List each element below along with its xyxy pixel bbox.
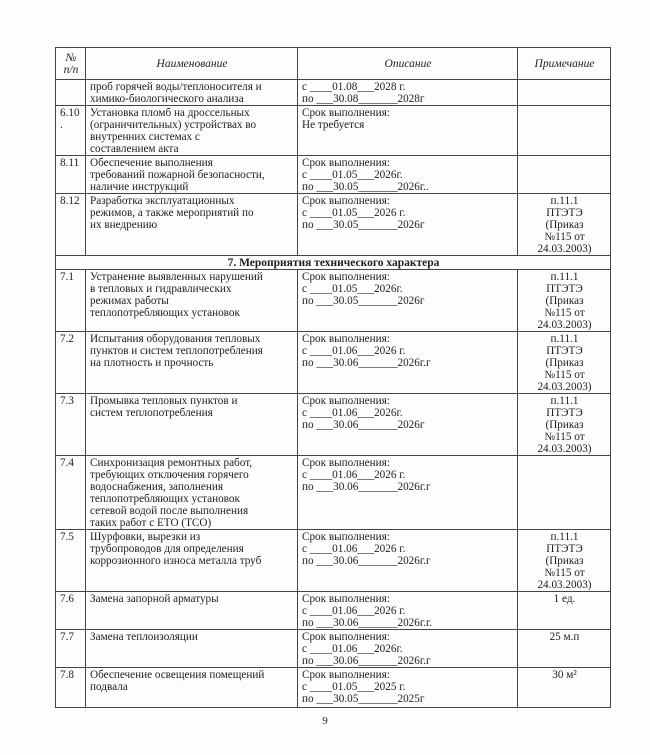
row-description-line: по ___30.08_______2028г (302, 93, 425, 105)
header-desc: Описание (298, 48, 518, 80)
row-description-line: с ____01.06___2026г. (302, 407, 403, 419)
row-number-line: 6.10 (60, 107, 80, 119)
row-note-line: ПТЭТЭ (546, 345, 583, 357)
row-name-line: Устранение выявленных нарушений (90, 271, 263, 283)
row-name (86, 630, 298, 668)
row-note (518, 270, 611, 332)
row-note (518, 530, 611, 592)
row-name-line: Разработка эксплуатационных (90, 195, 235, 207)
row-note (518, 668, 611, 708)
row-name-line: режимах работы (90, 295, 169, 307)
table-row (56, 394, 611, 456)
row-number (56, 194, 86, 256)
row-note-line: 24.03.2003) (537, 243, 592, 255)
row-description-line: Срок выполнения: (302, 669, 390, 681)
row-description (298, 394, 518, 456)
row-number-line: 8.11 (60, 157, 80, 169)
row-description (298, 332, 518, 394)
row-name-line: систем теплопотребления (90, 407, 213, 419)
row-number-line: 7.6 (60, 593, 74, 605)
row-description (298, 456, 518, 530)
table-row (56, 592, 611, 630)
table-row (56, 630, 611, 668)
row-name (86, 332, 298, 394)
row-description-line: с ____01.05___2026г. (302, 283, 403, 295)
table-header-row (56, 48, 611, 80)
row-note-line: (Приказ (545, 219, 584, 231)
row-name (86, 194, 298, 256)
row-note-line: п.11.1 (550, 195, 579, 207)
row-note-line: ПТЭТЭ (546, 207, 583, 219)
row-description (298, 592, 518, 630)
row-note-line: п.11.1 (550, 333, 579, 345)
row-name-line: внутренних системах с (90, 131, 200, 143)
row-note (518, 332, 611, 394)
row-note (518, 592, 611, 630)
row-description-line: Срок выполнения: (302, 593, 390, 605)
row-note-line: (Приказ (545, 419, 584, 431)
header-note: Примечание (518, 48, 611, 80)
table-row (56, 456, 611, 530)
row-name (86, 668, 298, 708)
row-name-line: Установка пломб на дроссельных (90, 107, 250, 119)
row-note-line: 1 ед. (553, 593, 576, 605)
row-name (86, 156, 298, 194)
table-row (56, 270, 611, 332)
row-note-line: п.11.1 (550, 271, 579, 283)
row-note-line: №115 от (544, 231, 585, 243)
row-name-line: Замена теплоизоляции (90, 631, 198, 643)
row-description (298, 668, 518, 708)
row-note (518, 80, 611, 106)
row-name-line: в тепловых и гидравлических (90, 283, 232, 295)
row-note (518, 630, 611, 668)
row-description-line: по ___30.05_______2026г (302, 295, 425, 307)
row-description-line: Срок выполнения: (302, 531, 390, 543)
row-description-line: по ___30.06_______2026г (302, 419, 425, 431)
row-name-line: требующих отключения горячего (90, 469, 249, 481)
row-note-line: ПТЭТЭ (546, 283, 583, 295)
row-note-line: (Приказ (545, 295, 584, 307)
row-note-line: п.11.1 (550, 531, 579, 543)
row-note-line: ПТЭТЭ (546, 407, 583, 419)
row-description-line: по ___30.05_______2026г (302, 219, 425, 231)
row-name (86, 530, 298, 592)
row-note-line: (Приказ (545, 555, 584, 567)
row-name-line: подвала (90, 681, 128, 693)
row-description-line: с ____01.08___2028 г. (302, 81, 406, 93)
row-name-line: режимов, а также мероприятий по (90, 207, 254, 219)
row-note-line: №115 от (544, 567, 585, 579)
row-description-line: Не требуется (302, 119, 365, 131)
row-description-line: Срок выполнения: (302, 107, 390, 119)
row-name-line: проб горячей воды/теплоносителя и (90, 81, 262, 93)
row-name-line: теплопотребляющих установок (90, 307, 240, 319)
row-description-line: с ____01.05___2025 г. (302, 681, 406, 693)
row-number (56, 630, 86, 668)
row-note-line: (Приказ (545, 357, 584, 369)
row-name (86, 456, 298, 530)
row-name (86, 106, 298, 156)
table-row (56, 80, 611, 106)
row-note-line: п.11.1 (550, 395, 579, 407)
row-number (56, 456, 86, 530)
row-number-line: 7.1 (60, 271, 74, 283)
row-number (56, 592, 86, 630)
row-description-line: с ____01.06___2026 г. (302, 345, 406, 357)
row-name-line: Шурфовки, вырезки из (90, 531, 201, 543)
row-description (298, 270, 518, 332)
row-note-line: 24.03.2003) (537, 381, 592, 393)
row-number (56, 80, 86, 106)
row-name (86, 394, 298, 456)
row-name-line: таких работ с ЕТО (ТСО) (90, 517, 212, 529)
row-name-line: (ограничительных) устройствах во (90, 119, 257, 131)
row-note-line: №115 от (544, 369, 585, 381)
row-description-line: Срок выполнения: (302, 333, 390, 345)
table-row (56, 106, 611, 156)
row-description-line: по ___30.06_______2026г.г (302, 555, 431, 567)
row-name-line: Замена запорной арматуры (90, 593, 219, 605)
measures-table (55, 47, 611, 708)
table-row (56, 156, 611, 194)
row-number-line: 7.2 (60, 333, 74, 345)
section-title: 7. Мероприятия технического характера (56, 256, 611, 270)
row-number (56, 530, 86, 592)
row-note (518, 456, 611, 530)
table-row (56, 530, 611, 592)
row-description-line: с ____01.06___2026г. (302, 643, 403, 655)
table-row (56, 332, 611, 394)
row-note-line: ПТЭТЭ (546, 543, 583, 555)
table-row (56, 194, 611, 256)
row-note (518, 106, 611, 156)
row-description-line: с ____01.06___2026 г. (302, 469, 406, 481)
row-description (298, 530, 518, 592)
row-note-line: №115 от (544, 307, 585, 319)
page-number: 9 (322, 715, 328, 727)
row-name-line: Обеспечение выполнения (90, 157, 213, 169)
row-note (518, 394, 611, 456)
section-row (56, 256, 611, 270)
row-description-line: Срок выполнения: (302, 631, 390, 643)
row-name-line: их внедрению (90, 219, 158, 231)
row-description (298, 106, 518, 156)
row-number-line: 7.5 (60, 531, 74, 543)
row-description (298, 194, 518, 256)
row-name-line: наличие инструкций (90, 181, 189, 193)
row-name-line: на плотность и прочность (90, 357, 214, 369)
row-number-line: 7.7 (60, 631, 74, 643)
row-number (56, 270, 86, 332)
header-num (56, 48, 86, 80)
row-name-line: водоснабжения, заполнения (90, 481, 223, 493)
row-description (298, 80, 518, 106)
row-description-line: Срок выполнения: (302, 457, 390, 469)
row-number-line: 8.12 (60, 195, 80, 207)
table-row (56, 668, 611, 708)
row-number-line: 7.8 (60, 669, 74, 681)
row-number (56, 156, 86, 194)
header-num-line-1: № (65, 52, 77, 64)
row-description-line: по ___30.06_______2026г.г (302, 481, 431, 493)
row-name-line: сетевой водой после выполнения (90, 505, 249, 517)
row-description-line: по ___30.05_______2026г.. (302, 181, 429, 193)
row-description-line: по ___30.05_______2025г (302, 693, 425, 705)
row-name-line: Обеспечение освещения помещений (90, 669, 265, 681)
row-number (56, 106, 86, 156)
row-note-line: 30 м² (552, 669, 577, 681)
row-name-line: пунктов и систем теплопотребления (90, 345, 263, 357)
row-name (86, 592, 298, 630)
row-note-line: 25 м.п (549, 631, 580, 643)
table-body (56, 80, 611, 708)
row-note-line: 24.03.2003) (537, 319, 592, 331)
row-description-line: с ____01.06___2026 г. (302, 605, 406, 617)
row-description-line: по ___30.06_______2026г.г. (302, 617, 433, 629)
row-name-line: Синхронизация ремонтных работ, (90, 457, 253, 469)
row-description (298, 156, 518, 194)
row-number (56, 394, 86, 456)
row-name-line: коррозионного износа металла труб (90, 555, 262, 567)
row-description-line: Срок выполнения: (302, 395, 390, 407)
header-name: Наименование (86, 48, 298, 80)
row-note (518, 156, 611, 194)
row-description-line: Срок выполнения: (302, 157, 390, 169)
row-name-line: составлением акта (90, 143, 179, 155)
row-name-line: теплопотребляющих установок (90, 493, 240, 505)
row-description-line: Срок выполнения: (302, 271, 390, 283)
row-name (86, 80, 298, 106)
row-note-line: 24.03.2003) (537, 579, 592, 591)
row-description-line: с ____01.06___2026 г. (302, 543, 406, 555)
row-number-line: 7.3 (60, 395, 74, 407)
header-num-line-2: п/п (63, 64, 79, 76)
row-number-line: . (60, 119, 63, 131)
row-name (86, 270, 298, 332)
row-name-line: требований пожарной безопасности, (90, 169, 265, 181)
row-name-line: Испытания оборудования тепловых (90, 333, 261, 345)
row-description-line: Срок выполнения: (302, 195, 390, 207)
row-number-line: 7.4 (60, 457, 74, 469)
row-name-line: трубопроводов для определения (90, 543, 244, 555)
row-number (56, 332, 86, 394)
row-description-line: с ____01.05___2026г. (302, 169, 403, 181)
row-description (298, 630, 518, 668)
row-description-line: с ____01.05___2026 г. (302, 207, 406, 219)
row-name-line: химико-биологического анализа (90, 93, 244, 105)
row-note-line: 24.03.2003) (537, 443, 592, 455)
row-description-line: по ___30.06_______2026г.г (302, 655, 431, 667)
row-number (56, 668, 86, 708)
row-description-line: по ___30.06_______2026г.г (302, 357, 431, 369)
row-name-line: Промывка тепловых пунктов и (90, 395, 238, 407)
row-note-line: №115 от (544, 431, 585, 443)
row-note (518, 194, 611, 256)
